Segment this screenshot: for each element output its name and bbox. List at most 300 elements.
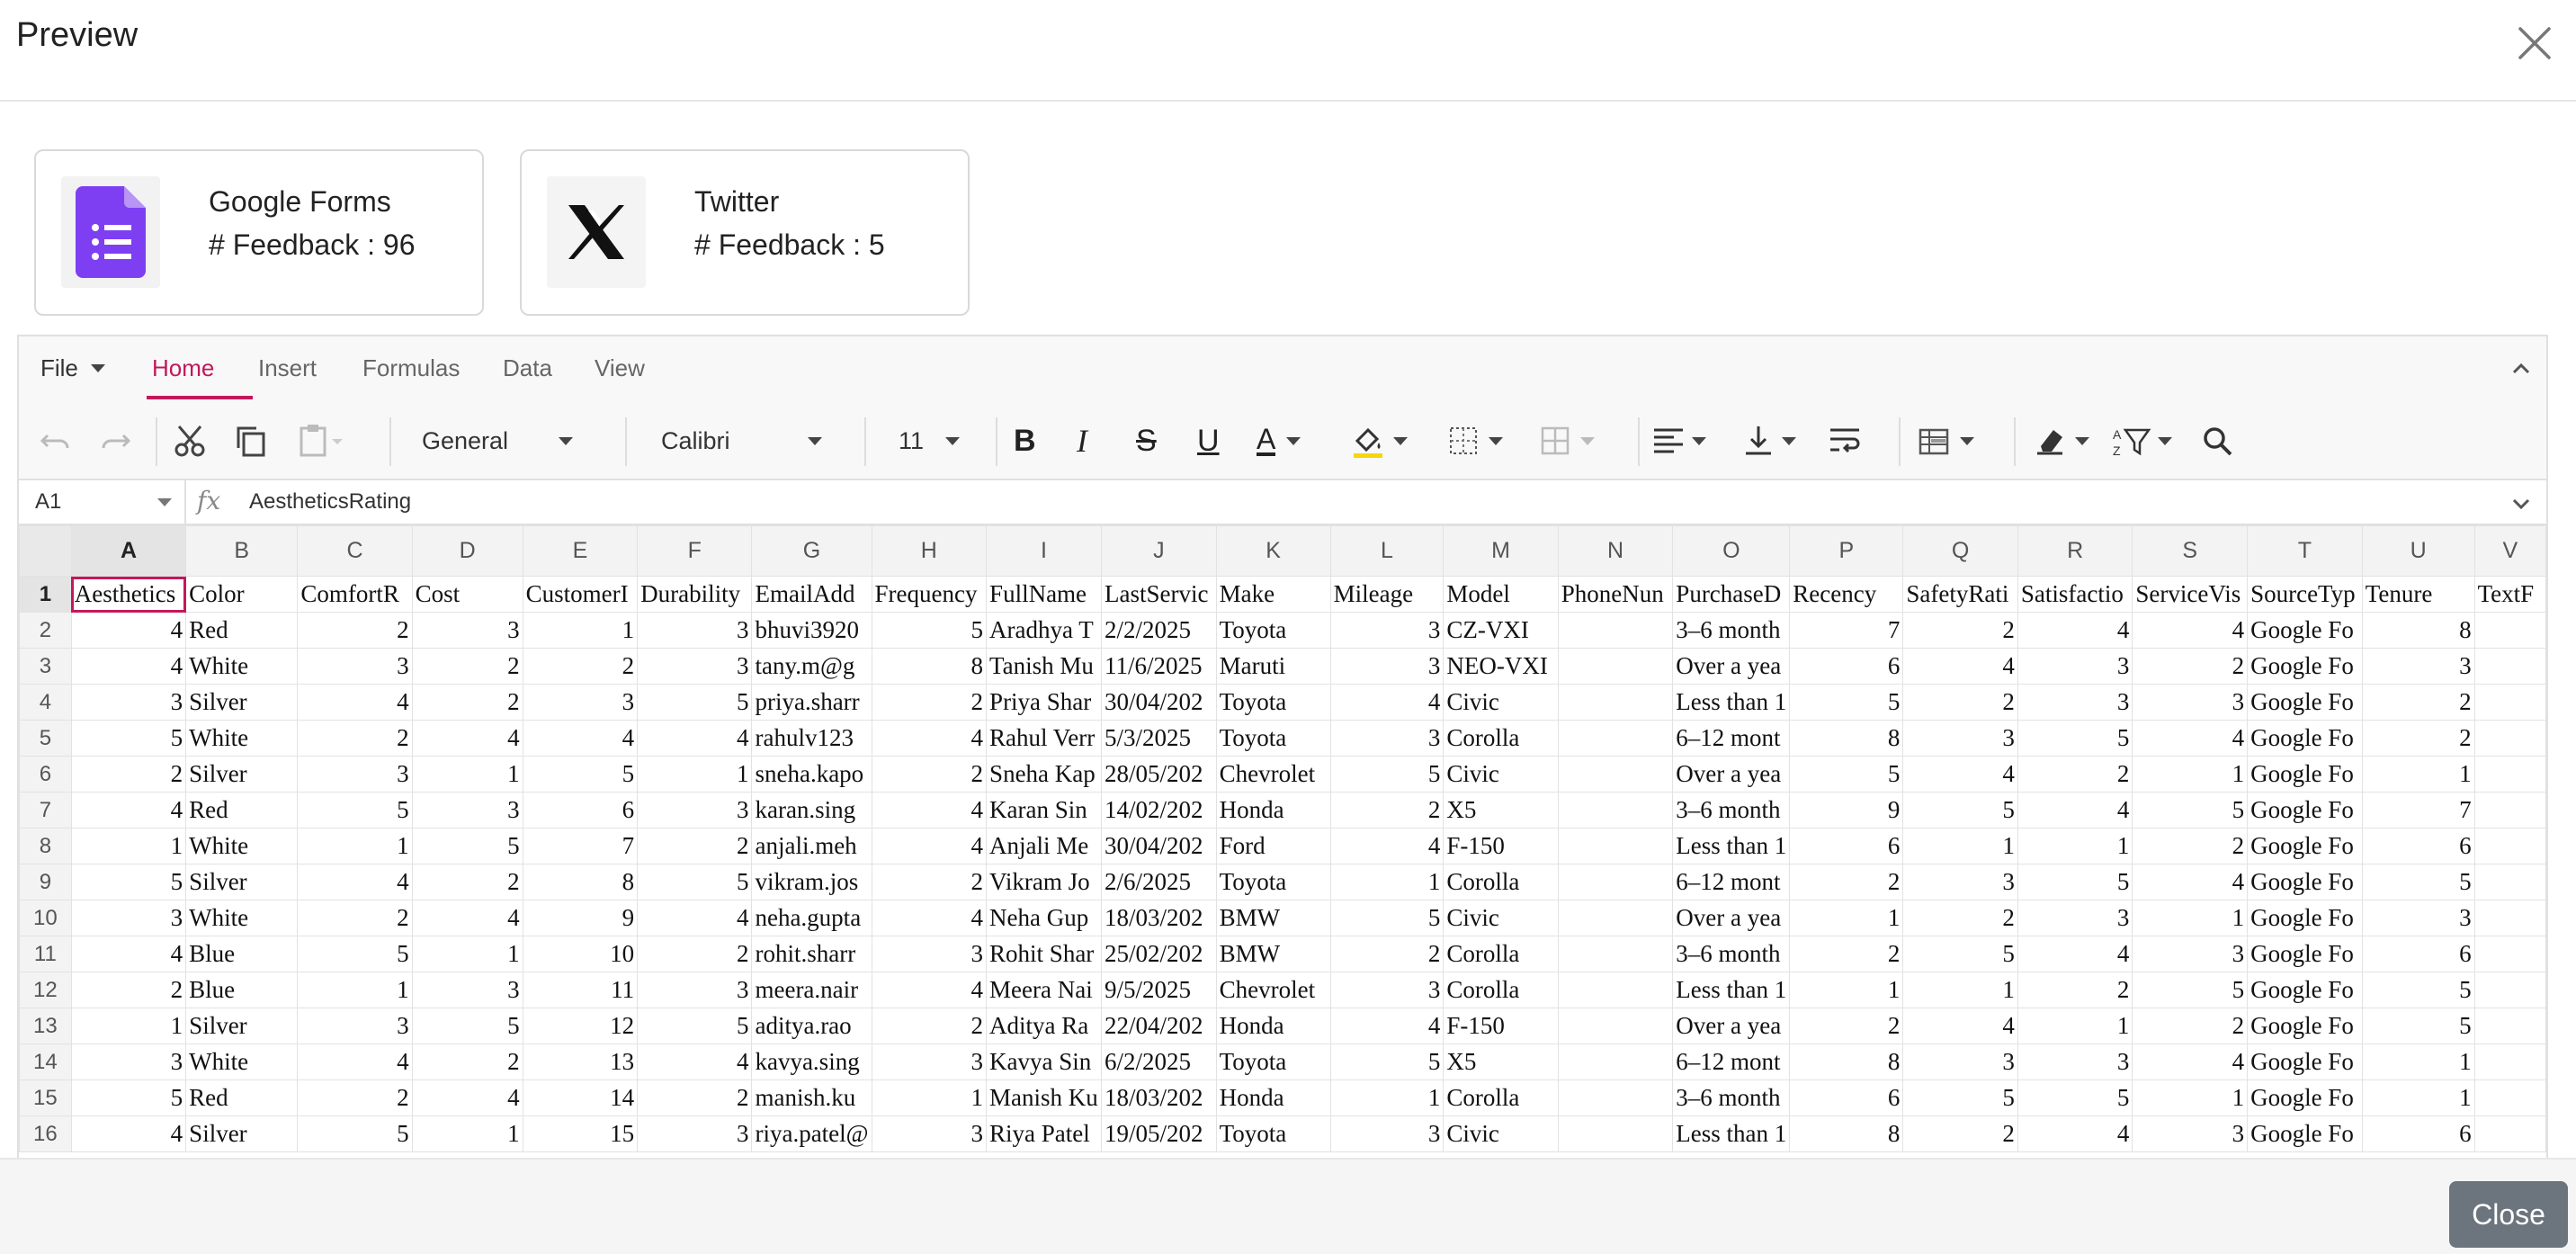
cell[interactable]: White (186, 1044, 298, 1080)
cell[interactable]: 1 (2362, 1044, 2474, 1080)
cell[interactable]: 8 (1790, 1044, 1903, 1080)
close-icon[interactable] (2515, 23, 2554, 63)
cell[interactable]: 3 (638, 1116, 752, 1152)
column-header[interactable]: F (638, 526, 752, 577)
font-name-dropdown[interactable] (661, 423, 822, 459)
cell[interactable]: 6 (2362, 936, 2474, 972)
cell[interactable]: Silver (186, 1008, 298, 1044)
cell[interactable]: 14/02/202 (1102, 793, 1217, 829)
redo-icon[interactable] (98, 423, 134, 459)
cell[interactable]: 4 (71, 613, 185, 649)
cell[interactable] (1558, 649, 1673, 685)
cell[interactable]: Chevrolet (1216, 757, 1330, 793)
cell[interactable]: 11/6/2025 (1102, 649, 1217, 685)
row-header[interactable]: 12 (20, 972, 72, 1008)
row-header[interactable]: 6 (20, 757, 72, 793)
column-header[interactable]: D (412, 526, 523, 577)
cell[interactable]: ServiceVis (2133, 577, 2248, 613)
column-header[interactable]: I (987, 526, 1102, 577)
cell[interactable]: Tenure (2362, 577, 2474, 613)
tab-view[interactable]: View (595, 354, 645, 381)
cell[interactable]: 3 (638, 793, 752, 829)
row-header[interactable]: 10 (20, 900, 72, 936)
cell[interactable] (1558, 972, 1673, 1008)
cell[interactable]: Silver (186, 685, 298, 721)
cell[interactable]: 4 (298, 685, 412, 721)
cell[interactable]: Google Fo (2248, 649, 2363, 685)
cell[interactable]: PurchaseD (1673, 577, 1790, 613)
cell[interactable]: 2 (412, 864, 523, 900)
cell[interactable]: 1 (71, 829, 185, 864)
cell[interactable]: Cost (412, 577, 523, 613)
cell[interactable]: 1 (2017, 829, 2133, 864)
cell[interactable]: 2 (298, 613, 412, 649)
cell[interactable]: 5 (298, 936, 412, 972)
cell[interactable]: 2 (1790, 864, 1903, 900)
cell[interactable]: 3 (638, 613, 752, 649)
cell[interactable]: neha.gupta (752, 900, 872, 936)
cell[interactable]: BMW (1216, 936, 1330, 972)
cell[interactable]: 2 (1790, 936, 1903, 972)
cell[interactable]: White (186, 829, 298, 864)
cell[interactable]: 1 (2362, 1080, 2474, 1116)
conditional-format-icon[interactable] (1917, 423, 1974, 459)
cell[interactable]: 1 (1903, 829, 2018, 864)
row-header[interactable]: 15 (20, 1080, 72, 1116)
cell[interactable] (2474, 864, 2545, 900)
cell[interactable]: Kavya Sin (987, 1044, 1102, 1080)
cell[interactable]: priya.sharr (752, 685, 872, 721)
cell[interactable]: 3 (2017, 685, 2133, 721)
font-color-icon[interactable]: A (1257, 423, 1301, 459)
cell[interactable] (1558, 829, 1673, 864)
cell[interactable]: Chevrolet (1216, 972, 1330, 1008)
cell[interactable]: 4 (71, 793, 185, 829)
cell[interactable]: 3 (412, 972, 523, 1008)
cell[interactable]: 30/04/202 (1102, 685, 1217, 721)
cell[interactable]: 13 (523, 1044, 638, 1080)
italic-icon[interactable]: I (1077, 423, 1087, 459)
cell[interactable]: Google Fo (2248, 864, 2363, 900)
cell[interactable]: 2 (872, 757, 987, 793)
cell[interactable]: 4 (71, 649, 185, 685)
cell[interactable] (1558, 613, 1673, 649)
cell[interactable]: Silver (186, 864, 298, 900)
cell[interactable]: 6 (2362, 829, 2474, 864)
cell[interactable]: 1 (1330, 1080, 1444, 1116)
cell[interactable] (1558, 1008, 1673, 1044)
cell[interactable]: 3 (638, 972, 752, 1008)
cell[interactable] (1558, 936, 1673, 972)
cell[interactable]: 3 (71, 1044, 185, 1080)
cell[interactable]: 5 (2362, 1008, 2474, 1044)
tab-insert[interactable]: Insert (258, 354, 318, 381)
cell[interactable]: 1 (1903, 972, 2018, 1008)
cell[interactable]: 4 (872, 972, 987, 1008)
merge-cells-icon[interactable] (1537, 423, 1595, 459)
cell[interactable]: 3 (872, 1044, 987, 1080)
cell[interactable]: 2 (71, 757, 185, 793)
cell[interactable]: Civic (1444, 900, 1558, 936)
cell[interactable]: 2 (2017, 972, 2133, 1008)
cell[interactable]: 2/6/2025 (1102, 864, 1217, 900)
cell[interactable]: Over a yea (1673, 757, 1790, 793)
cell[interactable]: 2 (1790, 1008, 1903, 1044)
cell[interactable]: Blue (186, 936, 298, 972)
cell[interactable]: vikram.jos (752, 864, 872, 900)
cell[interactable]: 5 (298, 793, 412, 829)
column-header[interactable]: V (2474, 526, 2545, 577)
column-header[interactable]: S (2133, 526, 2248, 577)
cell[interactable]: 3 (2017, 900, 2133, 936)
cell[interactable]: 3 (1330, 1116, 1444, 1152)
cell[interactable]: 3 (2133, 936, 2248, 972)
cell[interactable] (1558, 1116, 1673, 1152)
cell[interactable]: 4 (2133, 1044, 2248, 1080)
cell[interactable]: 4 (1330, 1008, 1444, 1044)
cell[interactable]: Rohit Shar (987, 936, 1102, 972)
cell[interactable]: 2 (298, 721, 412, 757)
cell[interactable]: Toyota (1216, 685, 1330, 721)
cell[interactable]: CZ-VXI (1444, 613, 1558, 649)
cells-table[interactable] (19, 525, 2546, 1152)
column-header[interactable]: C (298, 526, 412, 577)
cell[interactable] (1558, 721, 1673, 757)
cell[interactable]: Corolla (1444, 936, 1558, 972)
cell[interactable]: Over a yea (1673, 649, 1790, 685)
source-card-google-forms[interactable] (34, 149, 484, 316)
cell[interactable]: 3 (1903, 721, 2018, 757)
cell[interactable]: 2 (1903, 1116, 2018, 1152)
cell[interactable]: Corolla (1444, 721, 1558, 757)
cell[interactable] (2474, 649, 2545, 685)
cell[interactable]: 2 (1903, 685, 2018, 721)
cell[interactable]: Less than 1 (1673, 685, 1790, 721)
cell[interactable]: ComfortR (298, 577, 412, 613)
cell[interactable]: 2 (298, 1080, 412, 1116)
cell[interactable]: 1 (1790, 900, 1903, 936)
cell[interactable]: 5 (2017, 1080, 2133, 1116)
cell[interactable]: 2 (2362, 685, 2474, 721)
cell[interactable]: Mileage (1330, 577, 1444, 613)
cell[interactable]: Honda (1216, 1008, 1330, 1044)
cell[interactable]: Google Fo (2248, 721, 2363, 757)
cell[interactable]: Google Fo (2248, 972, 2363, 1008)
cell[interactable]: 4 (1903, 649, 2018, 685)
cell[interactable]: 4 (1330, 685, 1444, 721)
cell[interactable]: Toyota (1216, 613, 1330, 649)
cell[interactable]: 5 (1330, 1044, 1444, 1080)
cell[interactable]: Silver (186, 757, 298, 793)
cell[interactable]: White (186, 900, 298, 936)
cell[interactable]: 28/05/202 (1102, 757, 1217, 793)
cell[interactable]: 9/5/2025 (1102, 972, 1217, 1008)
cell[interactable]: 2 (2133, 1008, 2248, 1044)
column-header[interactable]: B (186, 526, 298, 577)
cell[interactable]: Google Fo (2248, 1044, 2363, 1080)
cell[interactable]: 5/3/2025 (1102, 721, 1217, 757)
source-card-twitter[interactable] (520, 149, 970, 316)
cell[interactable]: 3 (1330, 649, 1444, 685)
cell[interactable]: 3 (1903, 864, 2018, 900)
cell-grid[interactable] (19, 525, 2546, 1152)
cell[interactable]: 4 (2133, 864, 2248, 900)
cell[interactable]: Google Fo (2248, 793, 2363, 829)
cell[interactable]: Blue (186, 972, 298, 1008)
cell[interactable]: 5 (2362, 864, 2474, 900)
cell[interactable]: 1 (523, 613, 638, 649)
font-size-dropdown[interactable] (899, 423, 960, 459)
cell[interactable]: 8 (2362, 613, 2474, 649)
cell[interactable] (1558, 1080, 1673, 1116)
cell[interactable]: 5 (638, 864, 752, 900)
cell[interactable]: 12 (523, 1008, 638, 1044)
cell[interactable]: 14 (523, 1080, 638, 1116)
cell[interactable]: Model (1444, 577, 1558, 613)
cell[interactable]: 5 (1903, 936, 2018, 972)
borders-icon[interactable] (1445, 423, 1503, 459)
cell[interactable]: 3 (523, 685, 638, 721)
cell[interactable]: kavya.sing (752, 1044, 872, 1080)
cell[interactable]: Aditya Ra (987, 1008, 1102, 1044)
cell[interactable]: 3 (2017, 649, 2133, 685)
row-header[interactable]: 5 (20, 721, 72, 757)
cell[interactable]: bhuvi3920 (752, 613, 872, 649)
cell[interactable]: 6 (1790, 649, 1903, 685)
cell[interactable]: 2 (2133, 829, 2248, 864)
cell[interactable]: Google Fo (2248, 757, 2363, 793)
cell[interactable]: 5 (523, 757, 638, 793)
row-header[interactable]: 7 (20, 793, 72, 829)
cell[interactable]: Recency (1790, 577, 1903, 613)
cell[interactable]: 1 (2017, 1008, 2133, 1044)
cell[interactable]: 3–6 month (1673, 1080, 1790, 1116)
cell[interactable]: 7 (1790, 613, 1903, 649)
cell[interactable]: Riya Patel (987, 1116, 1102, 1152)
vertical-align-bottom-icon[interactable] (1740, 423, 1796, 459)
cell[interactable]: 5 (412, 1008, 523, 1044)
cell[interactable]: Satisfactio (2017, 577, 2133, 613)
cell[interactable]: Durability (638, 577, 752, 613)
cell[interactable]: rohit.sharr (752, 936, 872, 972)
cell[interactable]: 4 (412, 721, 523, 757)
cell[interactable]: 3 (1330, 721, 1444, 757)
cell[interactable]: 18/03/202 (1102, 900, 1217, 936)
column-header[interactable]: E (523, 526, 638, 577)
cell[interactable]: SourceTyp (2248, 577, 2363, 613)
cell[interactable]: 1 (1330, 864, 1444, 900)
cell[interactable]: Toyota (1216, 1116, 1330, 1152)
cell[interactable]: 3 (2362, 900, 2474, 936)
cell[interactable]: 2 (872, 864, 987, 900)
cell[interactable]: 5 (298, 1116, 412, 1152)
cell[interactable]: 2 (1903, 613, 2018, 649)
cell[interactable]: 9 (523, 900, 638, 936)
file-menu[interactable] (40, 354, 105, 382)
column-header[interactable]: L (1330, 526, 1444, 577)
cell[interactable]: 4 (71, 936, 185, 972)
cell[interactable]: Honda (1216, 793, 1330, 829)
row-header[interactable]: 4 (20, 685, 72, 721)
close-button[interactable]: Close (2449, 1181, 2568, 1248)
cell[interactable]: Corolla (1444, 1080, 1558, 1116)
cell[interactable]: 4 (412, 1080, 523, 1116)
cell[interactable]: 3 (412, 613, 523, 649)
cell[interactable]: rahulv123 (752, 721, 872, 757)
cell[interactable]: Civic (1444, 757, 1558, 793)
cell[interactable]: Civic (1444, 1116, 1558, 1152)
cell[interactable]: 5 (1790, 757, 1903, 793)
cell[interactable]: Google Fo (2248, 1008, 2363, 1044)
cell[interactable] (2474, 1044, 2545, 1080)
cell[interactable]: 3–6 month (1673, 793, 1790, 829)
cell[interactable]: Toyota (1216, 864, 1330, 900)
cell[interactable]: 1 (2133, 757, 2248, 793)
cell[interactable]: 2 (412, 1044, 523, 1080)
cell[interactable]: 2 (298, 900, 412, 936)
cell[interactable]: 3 (2017, 1044, 2133, 1080)
cell[interactable]: 1 (298, 829, 412, 864)
wrap-text-icon[interactable] (1827, 423, 1863, 459)
cell[interactable]: 2 (638, 1080, 752, 1116)
cell[interactable]: FullName (987, 577, 1102, 613)
cell[interactable]: NEO-VXI (1444, 649, 1558, 685)
cell[interactable]: CustomerI (523, 577, 638, 613)
cell[interactable]: Google Fo (2248, 1080, 2363, 1116)
chevron-down-icon[interactable] (2509, 491, 2534, 521)
row-header[interactable]: 16 (20, 1116, 72, 1152)
cell[interactable]: Less than 1 (1673, 972, 1790, 1008)
cell[interactable]: 2 (523, 649, 638, 685)
cell[interactable]: Google Fo (2248, 613, 2363, 649)
cell[interactable]: Rahul Verr (987, 721, 1102, 757)
cell[interactable]: 2 (2362, 721, 2474, 757)
cell[interactable]: Google Fo (2248, 1116, 2363, 1152)
cell[interactable]: 1 (2133, 900, 2248, 936)
cell[interactable]: 3–6 month (1673, 936, 1790, 972)
row-header[interactable]: 9 (20, 864, 72, 900)
column-header[interactable]: P (1790, 526, 1903, 577)
tab-home[interactable]: Home (152, 354, 215, 381)
cell[interactable] (2474, 613, 2545, 649)
cell[interactable]: 1 (71, 1008, 185, 1044)
cell[interactable]: 6–12 mont (1673, 721, 1790, 757)
cell[interactable]: 3 (298, 757, 412, 793)
cell[interactable]: Less than 1 (1673, 1116, 1790, 1152)
cell[interactable]: Priya Shar (987, 685, 1102, 721)
search-icon[interactable] (2199, 423, 2235, 459)
cell[interactable]: 4 (1330, 829, 1444, 864)
cell[interactable]: 5 (71, 721, 185, 757)
cell[interactable]: 9 (1790, 793, 1903, 829)
column-header[interactable]: H (872, 526, 987, 577)
cell[interactable]: 6 (1790, 829, 1903, 864)
cell[interactable]: manish.ku (752, 1080, 872, 1116)
cell[interactable]: Make (1216, 577, 1330, 613)
cell[interactable] (2474, 721, 2545, 757)
cell[interactable] (2474, 829, 2545, 864)
cell[interactable]: 1 (872, 1080, 987, 1116)
cell[interactable]: 5 (2133, 972, 2248, 1008)
cell[interactable]: 2/2/2025 (1102, 613, 1217, 649)
cell[interactable]: SafetyRati (1903, 577, 2018, 613)
cell[interactable]: aditya.rao (752, 1008, 872, 1044)
cell[interactable]: 4 (523, 721, 638, 757)
cell[interactable]: anjali.meh (752, 829, 872, 864)
cell[interactable]: Red (186, 1080, 298, 1116)
cell[interactable]: Corolla (1444, 972, 1558, 1008)
cell[interactable]: 4 (2017, 1116, 2133, 1152)
cell[interactable]: 4 (298, 1044, 412, 1080)
cell[interactable]: 3–6 month (1673, 613, 1790, 649)
cell[interactable]: Aesthetics (71, 577, 185, 613)
cell[interactable]: 3 (412, 793, 523, 829)
cell[interactable]: 3 (71, 685, 185, 721)
cell[interactable]: 3 (298, 1008, 412, 1044)
cell[interactable]: 2 (872, 1008, 987, 1044)
cell[interactable]: 6 (523, 793, 638, 829)
column-header[interactable]: U (2362, 526, 2474, 577)
cell[interactable]: 1 (638, 757, 752, 793)
cell[interactable]: Vikram Jo (987, 864, 1102, 900)
cell[interactable]: 6–12 mont (1673, 1044, 1790, 1080)
column-header[interactable]: J (1102, 526, 1217, 577)
cell[interactable] (2474, 900, 2545, 936)
cell[interactable]: 3 (71, 900, 185, 936)
row-header[interactable]: 1 (20, 577, 72, 613)
number-format-dropdown[interactable] (422, 423, 573, 459)
cell[interactable]: Less than 1 (1673, 829, 1790, 864)
column-header[interactable]: Q (1903, 526, 2018, 577)
cell[interactable]: 8 (1790, 1116, 1903, 1152)
cell[interactable] (2474, 972, 2545, 1008)
cell[interactable] (1558, 900, 1673, 936)
cell[interactable]: 3 (2133, 1116, 2248, 1152)
cell[interactable]: Frequency (872, 577, 987, 613)
column-header[interactable]: G (752, 526, 872, 577)
cell[interactable]: LastServic (1102, 577, 1217, 613)
cell[interactable]: Color (186, 577, 298, 613)
cell[interactable]: PhoneNun (1558, 577, 1673, 613)
cell[interactable]: 5 (1330, 757, 1444, 793)
cell[interactable]: Karan Sin (987, 793, 1102, 829)
cell[interactable]: Red (186, 793, 298, 829)
cell[interactable]: 5 (638, 685, 752, 721)
cell[interactable]: 4 (638, 900, 752, 936)
cell[interactable]: 2 (872, 685, 987, 721)
row-header[interactable]: 8 (20, 829, 72, 864)
cell[interactable]: 4 (2133, 721, 2248, 757)
cell[interactable]: 1 (412, 936, 523, 972)
tab-data[interactable]: Data (503, 354, 552, 381)
cell[interactable]: 5 (1330, 900, 1444, 936)
cell[interactable]: 15 (523, 1116, 638, 1152)
cell[interactable]: F-150 (1444, 1008, 1558, 1044)
cell[interactable]: 7 (523, 829, 638, 864)
cell[interactable] (1558, 685, 1673, 721)
select-all-corner[interactable] (20, 526, 72, 577)
cell[interactable]: 8 (872, 649, 987, 685)
cell[interactable]: 4 (872, 900, 987, 936)
cell[interactable]: Anjali Me (987, 829, 1102, 864)
cell[interactable] (1558, 757, 1673, 793)
cell[interactable]: Google Fo (2248, 829, 2363, 864)
cell[interactable]: 5 (638, 1008, 752, 1044)
cell[interactable]: 6/2/2025 (1102, 1044, 1217, 1080)
copy-icon[interactable] (233, 423, 269, 459)
cell[interactable]: 1 (2133, 1080, 2248, 1116)
cell[interactable]: 11 (523, 972, 638, 1008)
